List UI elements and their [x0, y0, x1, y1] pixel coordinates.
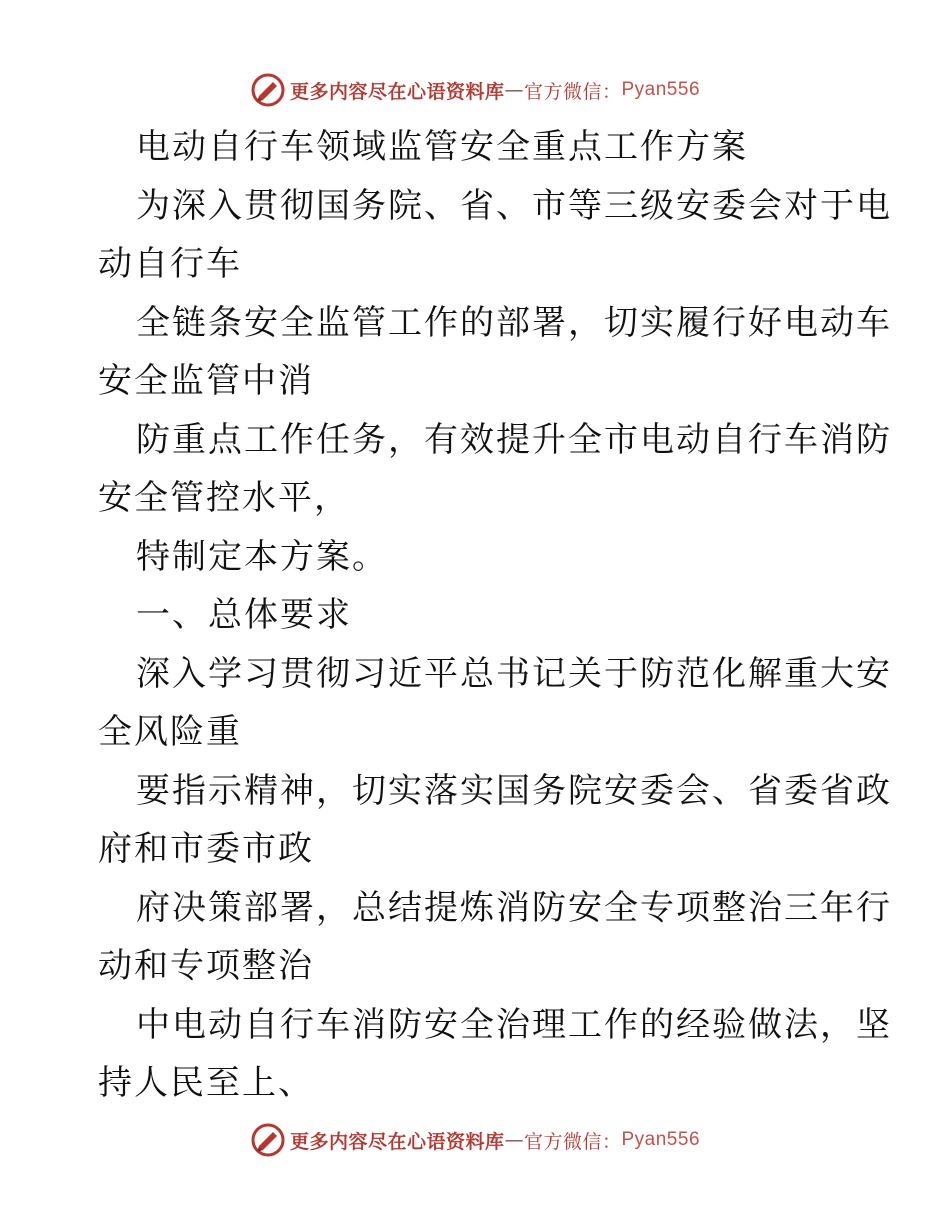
text-line: 动和专项整治	[98, 946, 314, 986]
text-line: 动自行车	[98, 244, 242, 284]
watermark-sub-text: 官方微信：	[523, 1130, 622, 1153]
watermark-main-text: 更多内容尽在心语资料库	[289, 80, 505, 103]
text-line: 安全管控水平，	[98, 478, 350, 518]
document-body	[98, 118, 892, 1113]
logo-icon	[250, 72, 286, 108]
watermark-sub-text: 官方微信：	[523, 80, 622, 103]
section-heading: 一、总体要求	[136, 595, 352, 635]
text-line: 府决策部署，总结提炼消防安全专项整治三年行	[136, 887, 892, 928]
watermark-main-text: 更多内容尽在心语资料库	[289, 1130, 505, 1153]
watermark-separator: —	[504, 79, 524, 101]
text-line: 深入学习贯彻习近平总书记关于防范化解重大安	[136, 653, 892, 694]
text-line: 要指示精神，切实落实国务院安委会、省委省政	[136, 770, 892, 811]
text-line: 防重点工作任务，有效提升全市电动自行车消防	[136, 419, 892, 460]
logo-icon	[250, 1122, 286, 1158]
watermark-id: Pyan556	[621, 1129, 701, 1150]
watermark-id: Pyan556	[621, 79, 701, 100]
text-line: 全风险重	[98, 712, 242, 752]
text-line: 特制定本方案。	[136, 536, 388, 577]
header-watermark	[0, 70, 950, 110]
footer-watermark	[0, 1120, 950, 1160]
text-line: 安全监管中消	[98, 361, 314, 401]
text-line: 府和市委市政	[98, 829, 314, 869]
text-line: 电动自行车领域监管安全重点工作方案	[136, 127, 748, 167]
watermark-separator: —	[504, 1129, 524, 1151]
text-line: 为深入贯彻国务院、省、市等三级安委会对于电	[136, 185, 892, 226]
text-line: 全链条安全监管工作的部署，切实履行好电动车	[136, 302, 892, 343]
text-line: 持人民至上、	[98, 1063, 314, 1103]
text-line: 中电动自行车消防安全治理工作的经验做法，坚	[136, 1004, 892, 1045]
